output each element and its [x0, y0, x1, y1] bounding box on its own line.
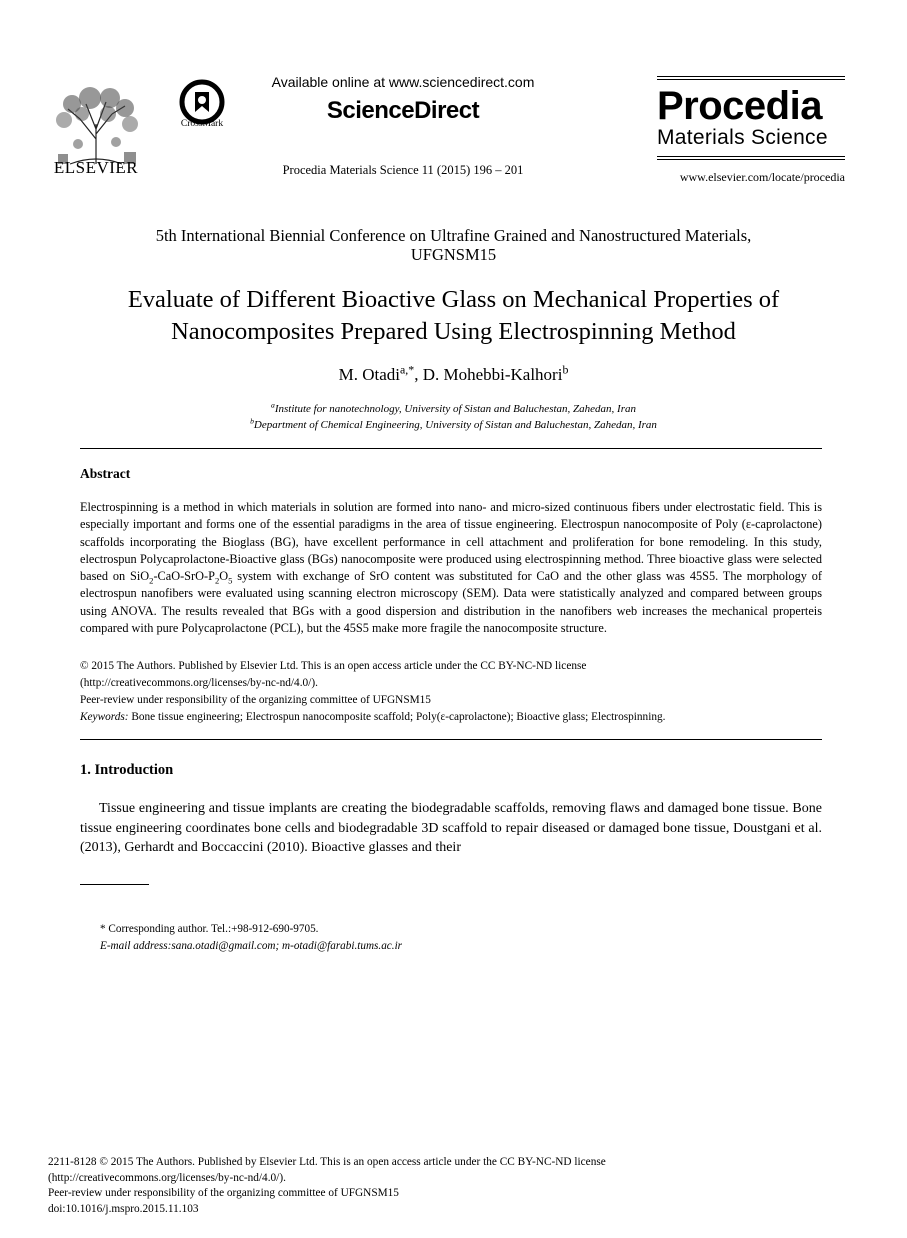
author-list — [60, 362, 847, 385]
keywords-list: Bone tissue engineering; Electrospun nanocomposite scaffold; Poly(ε-caprolactone); Bioactive glass; Electrospinning. — [128, 711, 666, 723]
footer-peer-review: Peer-review under responsibility of the organizing committee of UFGNSM15 — [48, 1187, 399, 1199]
abstract-text: Electrospinning is a method in which materials in solution are formed into nano- and micro-sized continuous fibers under electrostatic field. This is especially important and forms one of the essential paradigms in the area of tissue engineering. Electrospun nanocomposite of Poly (ε-caprolactone) scaffolds incorporating the Bioglass (BG), have excellent performance in cell attachment and proliferation for bone remodeling. In this study, electrospun Polycaprolactone-Bioactive glass (BGs) nanocomposite were produced using electrospinning method. Three bioactive glass were selected based on SiO — [80, 500, 822, 584]
logo-rule — [657, 79, 845, 80]
logo-rule — [657, 156, 845, 157]
abstract-text: system with exchange of SrO content was substituted for CaO and the other glass was 45S5. The morphology of electrospun nanofibers were evaluated using scanning electron microscopy (SEM). Data were statistically analyzed and compared between groups using ANOVA. The results revealed that BGs with a good dispersion and distribution in the nanofibers web increases the mechanical properteis compared with pure Polycaprolactone (PCL), but the 45S5 make more fragile the nanocomposite structure. — [80, 569, 822, 636]
footer-license-link[interactable]: (http://creativecommons.org/licenses/by-nc-nd/4.0/). — [48, 1171, 286, 1184]
subscript: 5 — [228, 575, 233, 586]
author-affil-mark: b — [562, 362, 569, 377]
available-online: Available online at www.sciencedirect.com — [271, 74, 535, 90]
footer-issn: 2211-8128 © 2015 The Authors. Published by Elsevier Ltd. This is an open access article under the CC BY-NC-ND license — [48, 1156, 606, 1168]
peer-review: Peer-review under responsibility of the organizing committee of UFGNSM15 — [80, 694, 431, 706]
title-line-2: Nanocomposites Prepared Using Electrospinning Method — [171, 318, 736, 345]
journal-citation: Procedia Materials Science 11 (2015) 196 – 201 — [282, 163, 524, 177]
introduction-body: Tissue engineering and tissue implants are creating the biodegradable scaffolds, removing flaws and damaged bone tissue. Bone tissue engineering coordinates bone cells and biodegradable 3D scaffold to repair diseased or damaged bone tissue, Doustgani et al. (2013), Gerhardt and Boccaccini (2010). Bioactive glasses and their — [80, 801, 822, 855]
subscript: 2 — [214, 575, 220, 586]
affiliation-mark: b — [250, 415, 254, 425]
journal-url[interactable]: www.elsevier.com/locate/procedia — [679, 170, 845, 184]
author-name: M. Otadi — [338, 365, 400, 384]
title-line-1: Evaluate of Different Bioactive Glass on Mechanical Properties of — [127, 286, 780, 313]
affiliation-text: Department of Chemical Engineering, University of Sistan and Baluchestan, Zahedan, Iran — [253, 418, 657, 431]
abstract-text: -CaO-SrO-P — [153, 569, 215, 584]
logo-rule — [657, 76, 845, 77]
author-affil-mark: a, — [399, 362, 409, 377]
footer — [48, 1155, 606, 1217]
footnote-rule — [80, 884, 149, 885]
crossmark-label: CrossMark — [180, 119, 224, 129]
abstract-text: O — [219, 569, 229, 584]
abstract-heading: Abstract — [80, 466, 131, 481]
affiliations — [60, 402, 847, 433]
abstract-body — [80, 499, 822, 637]
logo-rule — [657, 159, 845, 160]
journal-logo — [657, 76, 845, 185]
subscript: 2 — [149, 575, 154, 586]
conference-name — [60, 226, 847, 264]
sciencedirect-logo[interactable]: ScienceDirect — [326, 97, 480, 124]
affiliation-mark: a — [271, 400, 275, 410]
introduction-heading: 1. Introduction — [80, 762, 174, 778]
email-label: E-mail address: — [100, 940, 172, 952]
footer-doi[interactable]: doi:10.1016/j.mspro.2015.11.103 — [48, 1202, 199, 1215]
affiliation-item — [60, 415, 847, 434]
journal-subtitle: Materials Science — [657, 126, 828, 149]
divider — [80, 739, 822, 740]
paper-title — [50, 284, 857, 348]
email-line — [100, 940, 402, 952]
copyright-line: © 2015 The Authors. Published by Elsevier Ltd. This is an open access article under the CC BY-NC-ND license — [80, 660, 587, 672]
affiliation-text: Institute for nanotechnology, University of Sistan and Baluchestan, Zahedan, Iran — [274, 403, 636, 415]
keywords — [80, 709, 822, 726]
conference-line-1: 5th International Biennial Conference on Ultrafine Grained and Nanostructured Materials, — [155, 226, 752, 245]
affiliation-item — [60, 402, 847, 418]
corresponding-mark[interactable]: * — [408, 362, 415, 377]
publisher-name: ELSEVIER — [53, 158, 139, 177]
license-link[interactable]: (http://creativecommons.org/licenses/by-nc-nd/4.0/). — [80, 677, 318, 689]
author-separator: , — [414, 365, 423, 384]
divider — [80, 448, 822, 449]
corresponding-author: * Corresponding author. Tel.:+98-912-690-9705. — [100, 923, 319, 935]
email-addresses[interactable]: sana.otadi@gmail.com; m-otadi@farabi.tums.ac.ir — [171, 940, 403, 952]
journal-name: Procedia — [657, 84, 822, 128]
author-name: D. Mohebbi-Kalhori — [422, 365, 563, 384]
copyright-block — [80, 658, 822, 726]
conference-line-2: UFGNSM15 — [410, 245, 497, 264]
keywords-label: Keywords: — [80, 711, 129, 723]
